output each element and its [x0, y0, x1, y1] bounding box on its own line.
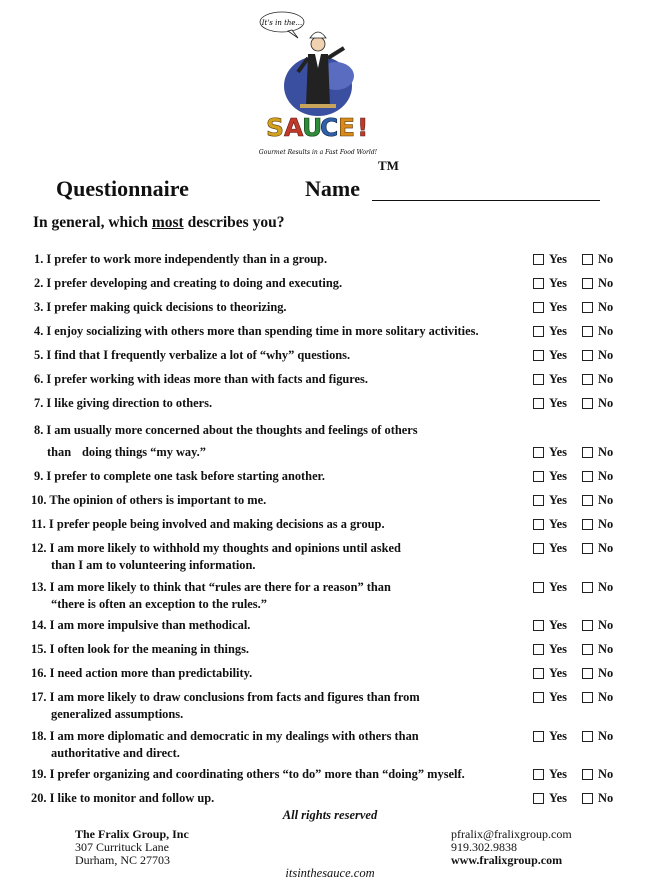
- yes-label: Yes: [549, 276, 567, 290]
- logo-letter-s: S: [266, 113, 285, 142]
- no-checkbox[interactable]: [582, 519, 593, 530]
- logo-tagline: Gourmet Results in a Fast Food World!: [258, 149, 378, 156]
- yes-checkbox[interactable]: [533, 543, 544, 554]
- yes-no-options: [532, 492, 632, 509]
- no-checkbox[interactable]: [582, 350, 593, 361]
- yes-label: Yes: [549, 396, 567, 410]
- yes-label: Yes: [549, 469, 567, 483]
- no-label: No: [598, 690, 614, 704]
- yes-checkbox[interactable]: [533, 731, 544, 742]
- yes-checkbox[interactable]: [533, 326, 544, 337]
- no-label: No: [598, 324, 614, 338]
- yes-no-options: [532, 251, 632, 268]
- no-checkbox[interactable]: [582, 793, 593, 804]
- yes-no-options: [532, 579, 632, 596]
- question-text-continued: than I am to volunteering information.: [51, 558, 256, 572]
- no-checkbox[interactable]: [582, 254, 593, 265]
- yes-checkbox[interactable]: [533, 692, 544, 703]
- yes-no-options: [532, 395, 632, 412]
- yes-label: Yes: [549, 690, 567, 704]
- yes-checkbox[interactable]: [533, 495, 544, 506]
- yes-label: Yes: [549, 580, 567, 594]
- yes-no-options: [532, 468, 632, 485]
- yes-checkbox[interactable]: [533, 471, 544, 482]
- yes-checkbox[interactable]: [533, 620, 544, 631]
- instructions-heading: [33, 214, 284, 232]
- yes-no-options: [532, 275, 632, 292]
- no-label: No: [598, 618, 614, 632]
- no-checkbox[interactable]: [582, 644, 593, 655]
- no-checkbox[interactable]: [582, 374, 593, 385]
- yes-no-options: [532, 444, 632, 461]
- no-label: No: [598, 300, 614, 314]
- yes-label: Yes: [549, 252, 567, 266]
- question-text: 3. I prefer making quick decisions to theorizing.: [34, 300, 287, 314]
- no-label: No: [598, 445, 614, 459]
- no-label: No: [598, 642, 614, 656]
- company-name: The Fralix Group, Inc: [75, 827, 189, 841]
- yes-label: Yes: [549, 372, 567, 386]
- yes-checkbox[interactable]: [533, 254, 544, 265]
- name-label: Name: [305, 176, 360, 201]
- logo-letter-e: E: [338, 113, 356, 142]
- yes-no-options: [532, 540, 632, 557]
- no-checkbox[interactable]: [582, 471, 593, 482]
- yes-label: Yes: [549, 666, 567, 680]
- yes-checkbox[interactable]: [533, 769, 544, 780]
- no-label: No: [598, 372, 614, 386]
- yes-no-options: [532, 689, 632, 706]
- no-label: No: [598, 252, 614, 266]
- yes-checkbox[interactable]: [533, 278, 544, 289]
- no-label: No: [598, 276, 614, 290]
- no-label: No: [598, 767, 614, 781]
- question-text: 12. I am more likely to withhold my thoughts and opinions until asked: [31, 541, 401, 555]
- question-text: 15. I often look for the meaning in things.: [31, 642, 250, 656]
- yes-no-options: [532, 347, 632, 364]
- no-label: No: [598, 580, 614, 594]
- rights-reserved: All rights reserved: [282, 808, 378, 822]
- yes-checkbox[interactable]: [533, 644, 544, 655]
- instructions-text-before: In general, which: [33, 214, 152, 231]
- yes-label: Yes: [549, 517, 567, 531]
- address-line-2: Durham, NC 27703: [75, 853, 170, 867]
- no-label: No: [598, 396, 614, 410]
- no-checkbox[interactable]: [582, 769, 593, 780]
- yes-label: Yes: [549, 493, 567, 507]
- yes-no-options: [532, 516, 632, 533]
- yes-no-options: [532, 371, 632, 388]
- no-checkbox[interactable]: [582, 731, 593, 742]
- question-text: 11. I prefer people being involved and making decisions as a group.: [31, 517, 385, 531]
- no-checkbox[interactable]: [582, 543, 593, 554]
- yes-label: Yes: [549, 729, 567, 743]
- question-text-continued: generalized assumptions.: [51, 707, 184, 721]
- question-text: 20. I like to monitor and follow up.: [31, 791, 215, 805]
- question-text: 10. The opinion of others is important to me.: [31, 493, 267, 507]
- no-checkbox[interactable]: [582, 398, 593, 409]
- yes-checkbox[interactable]: [533, 668, 544, 679]
- yes-label: Yes: [549, 541, 567, 555]
- no-label: No: [598, 666, 614, 680]
- no-checkbox[interactable]: [582, 302, 593, 313]
- yes-label: Yes: [549, 324, 567, 338]
- no-checkbox[interactable]: [582, 668, 593, 679]
- no-checkbox[interactable]: [582, 278, 593, 289]
- question-text: 14. I am more impulsive than methodical.: [31, 618, 251, 632]
- yes-label: Yes: [549, 348, 567, 362]
- no-label: No: [598, 729, 614, 743]
- yes-checkbox[interactable]: [533, 582, 544, 593]
- yes-no-options: [532, 299, 632, 316]
- yes-label: Yes: [549, 445, 567, 459]
- trademark-symbol: TM: [378, 158, 399, 173]
- question-text: 8. I am usually more concerned about the thoughts and feelings of others: [34, 423, 418, 437]
- no-checkbox[interactable]: [582, 326, 593, 337]
- question-text: 18. I am more diplomatic and democratic in my dealings with others than: [31, 729, 419, 743]
- question-text: 7. I like giving direction to others.: [34, 396, 213, 410]
- no-label: No: [598, 348, 614, 362]
- logo-letter-a: A: [284, 113, 304, 142]
- no-checkbox[interactable]: [582, 495, 593, 506]
- yes-no-options: [532, 766, 632, 783]
- logo-speech-text: It's in the...: [261, 19, 303, 27]
- question-text: 17. I am more likely to draw conclusions from facts and figures than from: [31, 690, 420, 704]
- yes-no-options: [532, 665, 632, 682]
- question-text: 9. I prefer to complete one task before starting another.: [34, 469, 326, 483]
- company-contact: [451, 828, 572, 867]
- no-label: No: [598, 493, 614, 507]
- logo-letter-bang: !: [357, 113, 369, 142]
- contact-website[interactable]: www.fralixgroup.com: [451, 853, 563, 867]
- yes-label: Yes: [549, 642, 567, 656]
- instructions-emphasis: most: [151, 214, 184, 231]
- yes-no-options: [532, 641, 632, 658]
- no-label: No: [598, 469, 614, 483]
- no-checkbox[interactable]: [582, 447, 593, 458]
- yes-checkbox[interactable]: [533, 447, 544, 458]
- yes-checkbox[interactable]: [533, 374, 544, 385]
- yes-checkbox[interactable]: [533, 350, 544, 361]
- yes-label: Yes: [549, 767, 567, 781]
- contact-phone: 919.302.9838: [451, 840, 517, 854]
- yes-no-options: [532, 617, 632, 634]
- question-text: 6. I prefer working with ideas more than with facts and figures.: [34, 372, 368, 386]
- name-field-line[interactable]: [372, 200, 600, 201]
- question-text-continued: authoritative and direct.: [51, 746, 180, 760]
- question-text: 4. I enjoy socializing with others more than spending time in more solitary activities.: [34, 324, 479, 338]
- contact-email[interactable]: pfralix@fralixgroup.com: [451, 827, 572, 841]
- no-checkbox[interactable]: [582, 582, 593, 593]
- question-text: 19. I prefer organizing and coordinating others “to do” more than “doing” myself.: [31, 767, 465, 781]
- yes-label: Yes: [549, 300, 567, 314]
- question-text-continued: doing things “my way.”: [82, 445, 206, 459]
- logo-letter-u: U: [302, 113, 323, 142]
- instructions-text-after: describes you?: [183, 214, 285, 231]
- yes-checkbox[interactable]: [533, 398, 544, 409]
- question-text: 1. I prefer to work more independently than in a group.: [34, 252, 328, 266]
- question-text-continued: “there is often an exception to the rules.”: [51, 597, 267, 611]
- question-text-prefix: than: [47, 445, 72, 459]
- yes-no-options: [532, 323, 632, 340]
- question-text: 16. I need action more than predictability.: [31, 666, 253, 680]
- yes-label: Yes: [549, 618, 567, 632]
- no-checkbox[interactable]: [582, 692, 593, 703]
- no-label: No: [598, 541, 614, 555]
- yes-no-options: [532, 790, 632, 807]
- site-url[interactable]: itsinthesauce.com: [285, 866, 375, 880]
- no-label: No: [598, 517, 614, 531]
- question-text: 5. I find that I frequently verbalize a lot of “why” questions.: [34, 348, 351, 362]
- address-line-1: 307 Currituck Lane: [75, 840, 169, 854]
- sauce-logo: [258, 8, 378, 168]
- yes-checkbox[interactable]: [533, 519, 544, 530]
- page-title: Questionnaire: [56, 176, 189, 201]
- yes-checkbox[interactable]: [533, 793, 544, 804]
- question-text: 2. I prefer developing and creating to doing and executing.: [34, 276, 343, 290]
- no-label: No: [598, 791, 614, 805]
- company-address: [75, 828, 189, 867]
- no-checkbox[interactable]: [582, 620, 593, 631]
- yes-no-options: [532, 728, 632, 745]
- logo-letter-c: C: [320, 113, 339, 142]
- question-text: 13. I am more likely to think that “rules are there for a reason” than: [31, 580, 391, 594]
- yes-checkbox[interactable]: [533, 302, 544, 313]
- yes-label: Yes: [549, 791, 567, 805]
